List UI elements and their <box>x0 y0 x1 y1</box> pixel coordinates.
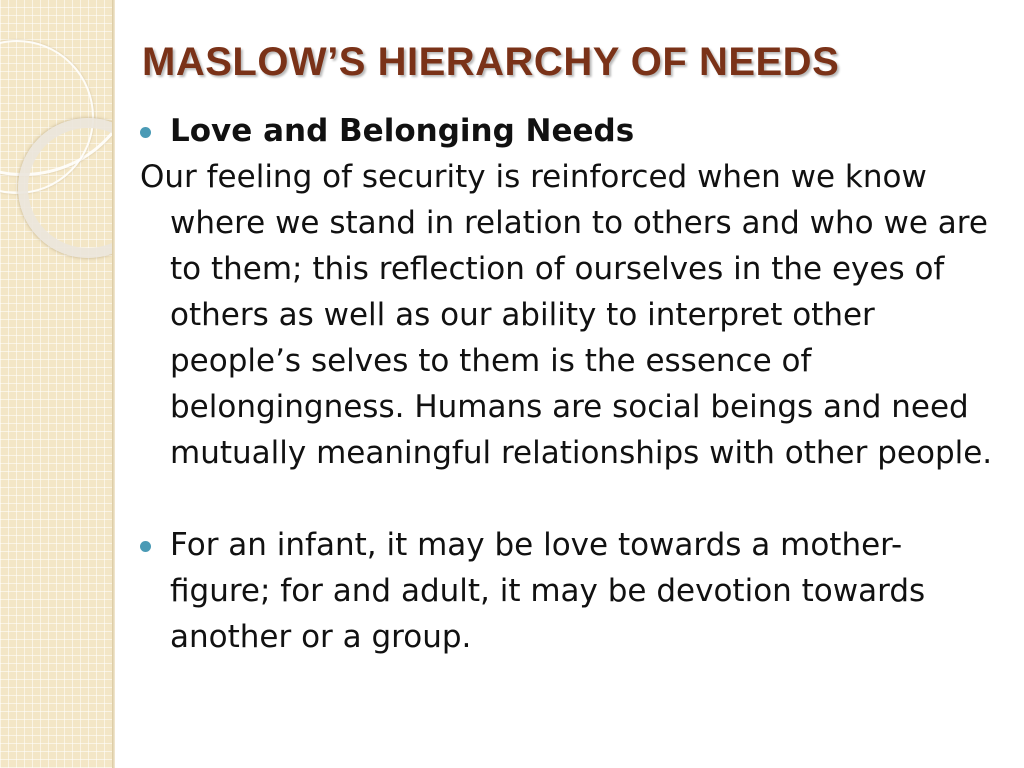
spacer <box>140 476 1000 522</box>
body-paragraph: Our feeling of security is reinforced when we know where we stand in relation to others and who we are to them; this reflection of ourselves in the eyes of others as well as our ability to interpret other people’s selves to them is the essence of belongingness. Humans are social beings and need mutually meaningful relationships with other people. <box>140 159 993 471</box>
bullet-heading: Love and Belonging Needs <box>170 113 635 149</box>
bullet-icon <box>140 127 151 138</box>
bullet-item <box>140 108 1000 154</box>
side-panel-edge <box>112 0 115 768</box>
bullet-icon <box>140 541 151 552</box>
slide-title: MASLOW’S HIERARCHY OF NEEDS <box>142 40 840 84</box>
decorative-side-panel <box>0 0 112 768</box>
bullet-text: For an infant, it may be love towards a mother-figure; for and adult, it may be devotion towards another or a group. <box>170 527 926 655</box>
slide-body <box>140 108 1000 660</box>
bullet-item <box>140 522 1000 660</box>
